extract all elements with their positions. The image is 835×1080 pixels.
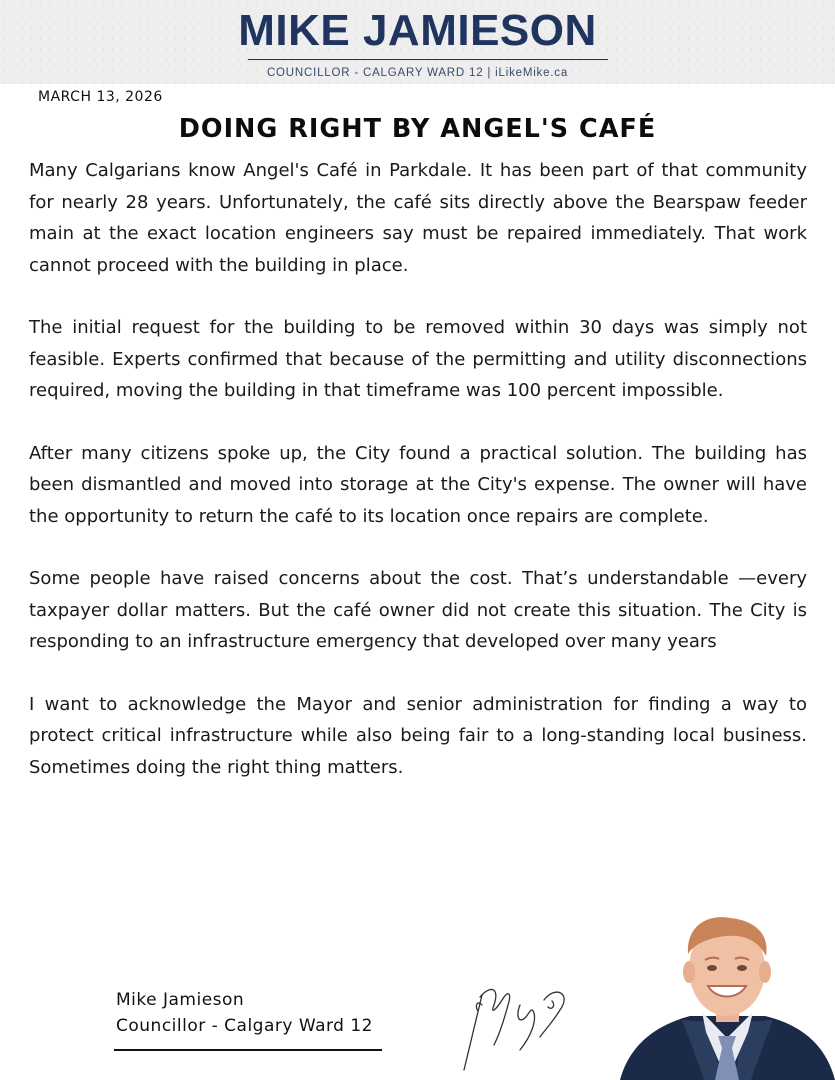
body-paragraph: After many citizens spoke up, the City found a practical solution. The building has been dismantled and moved into storage at the City's expense. The owner will have the opportunity to return the café to its location once repairs are complete. — [29, 442, 807, 527]
letterhead-subtitle: COUNCILLOR - CALGARY WARD 12 | iLikeMike.ca — [266, 67, 569, 79]
body-paragraph: Many Calgarians know Angel's Café in Parkdale. It has been part of that community for nearly 28 years. Unfortunately, the café sits directly above the Bearspaw feeder main at the exact location engineers say must be repaired immediately. That work cannot proceed with the building in place. — [29, 160, 807, 276]
letterhead-name: MIKE JAMIESON — [238, 6, 597, 55]
signature-underline — [114, 1049, 382, 1051]
letterhead-divider — [248, 59, 608, 60]
body-paragraph: I want to acknowledge the Mayor and senior administration for finding a way to protect critical infrastructure while also being fair to a long-standing local business. Sometimes doing the right thing matters. — [29, 693, 807, 778]
signatory-name: Mike Jamieson — [116, 990, 245, 1010]
signatory-role: Councillor - Calgary Ward 12 — [116, 1016, 373, 1036]
letter-date: MARCH 13, 2026 — [38, 89, 163, 105]
letter-body — [29, 155, 807, 814]
handwritten-signature — [460, 975, 580, 1075]
body-paragraph: Some people have raised concerns about the cost. That’s understandable —every taxpayer dollar matters. But the café owner did not create this situation. The City is responding to an infrastructure emergency that developed over many years — [29, 568, 807, 652]
letterhead — [0, 0, 835, 84]
councillor-portrait — [620, 912, 835, 1080]
letter-title: DOING RIGHT BY ANGEL'S CAFÉ — [178, 114, 657, 144]
body-paragraph: The initial request for the building to be removed within 30 days was simply not feasible. Experts confirmed that because of the permitting and utility disconnections required, moving the building in that timeframe was 100 percent impossible. — [29, 317, 807, 401]
